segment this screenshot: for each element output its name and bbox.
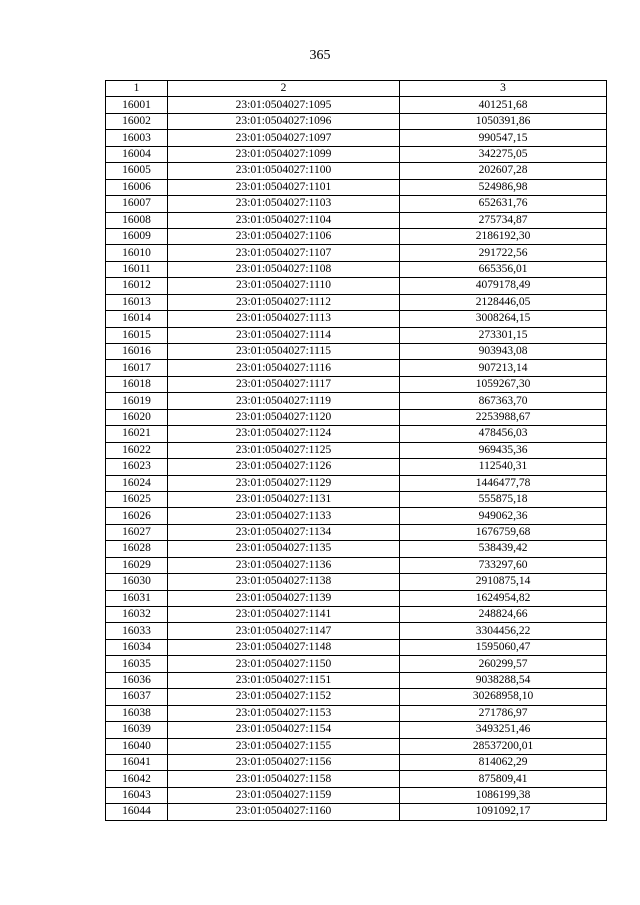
table-row [106, 804, 607, 820]
row-number-cell: 16034 [106, 639, 168, 655]
cadastral-number-cell: 23:01:0504027:1108 [168, 261, 400, 277]
row-number-cell: 16007 [106, 196, 168, 212]
row-number-cell: 16028 [106, 541, 168, 557]
value-cell: 1059267,30 [400, 376, 607, 392]
value-cell: 2910875,14 [400, 574, 607, 590]
cadastral-number-cell: 23:01:0504027:1101 [168, 179, 400, 195]
cadastral-number-cell: 23:01:0504027:1135 [168, 541, 400, 557]
table-row [106, 590, 607, 606]
row-number-cell: 16022 [106, 442, 168, 458]
value-cell: 1091092,17 [400, 804, 607, 820]
table-row [106, 426, 607, 442]
value-cell: 3304456,22 [400, 623, 607, 639]
cadastral-number-cell: 23:01:0504027:1099 [168, 146, 400, 162]
table-row [106, 475, 607, 491]
row-number-cell: 16040 [106, 738, 168, 754]
cadastral-number-cell: 23:01:0504027:1134 [168, 524, 400, 540]
value-cell: 949062,36 [400, 508, 607, 524]
table-row [106, 656, 607, 672]
table-row [106, 344, 607, 360]
cadastral-number-cell: 23:01:0504027:1114 [168, 327, 400, 343]
value-cell: 112540,31 [400, 459, 607, 475]
table-row [106, 787, 607, 803]
table-row [106, 97, 607, 113]
table-row [106, 705, 607, 721]
cadastral-number-cell: 23:01:0504027:1125 [168, 442, 400, 458]
table-row [106, 607, 607, 623]
cadastral-number-cell: 23:01:0504027:1156 [168, 754, 400, 770]
row-number-cell: 16004 [106, 146, 168, 162]
cadastral-number-cell: 23:01:0504027:1113 [168, 311, 400, 327]
table-row [106, 311, 607, 327]
table-header [106, 81, 607, 97]
value-cell: 9038288,54 [400, 672, 607, 688]
header-cell-1: 1 [106, 81, 168, 97]
value-cell: 1086199,38 [400, 787, 607, 803]
cadastral-number-cell: 23:01:0504027:1136 [168, 557, 400, 573]
table-row [106, 524, 607, 540]
cadastral-number-cell: 23:01:0504027:1150 [168, 656, 400, 672]
value-cell: 555875,18 [400, 491, 607, 507]
value-cell: 1050391,86 [400, 113, 607, 129]
cadastral-number-cell: 23:01:0504027:1133 [168, 508, 400, 524]
value-cell: 969435,36 [400, 442, 607, 458]
cadastral-number-cell: 23:01:0504027:1096 [168, 113, 400, 129]
table-row [106, 212, 607, 228]
cadastral-number-cell: 23:01:0504027:1154 [168, 722, 400, 738]
row-number-cell: 16009 [106, 228, 168, 244]
row-number-cell: 16033 [106, 623, 168, 639]
value-cell: 260299,57 [400, 656, 607, 672]
value-cell: 342275,05 [400, 146, 607, 162]
cadastral-number-cell: 23:01:0504027:1106 [168, 228, 400, 244]
value-cell: 990547,15 [400, 130, 607, 146]
data-table [105, 80, 607, 821]
table-body [106, 97, 607, 820]
cadastral-number-cell: 23:01:0504027:1124 [168, 426, 400, 442]
value-cell: 271786,97 [400, 705, 607, 721]
table-row [106, 196, 607, 212]
value-cell: 867363,70 [400, 393, 607, 409]
row-number-cell: 16019 [106, 393, 168, 409]
cadastral-number-cell: 23:01:0504027:1095 [168, 97, 400, 113]
table-row [106, 754, 607, 770]
table-row [106, 113, 607, 129]
table-row [106, 163, 607, 179]
cadastral-number-cell: 23:01:0504027:1147 [168, 623, 400, 639]
table-row [106, 261, 607, 277]
row-number-cell: 16024 [106, 475, 168, 491]
table-row [106, 146, 607, 162]
value-cell: 538439,42 [400, 541, 607, 557]
row-number-cell: 16005 [106, 163, 168, 179]
page-number: 365 [309, 48, 331, 63]
table-row [106, 130, 607, 146]
table-row [106, 245, 607, 261]
cadastral-number-cell: 23:01:0504027:1129 [168, 475, 400, 491]
cadastral-number-cell: 23:01:0504027:1139 [168, 590, 400, 606]
value-cell: 2128446,05 [400, 294, 607, 310]
value-cell: 3493251,46 [400, 722, 607, 738]
row-number-cell: 16027 [106, 524, 168, 540]
cadastral-number-cell: 23:01:0504027:1104 [168, 212, 400, 228]
cadastral-number-cell: 23:01:0504027:1152 [168, 689, 400, 705]
row-number-cell: 16042 [106, 771, 168, 787]
value-cell: 291722,56 [400, 245, 607, 261]
table-row [106, 376, 607, 392]
cadastral-number-cell: 23:01:0504027:1148 [168, 639, 400, 655]
value-cell: 30268958,10 [400, 689, 607, 705]
cadastral-number-cell: 23:01:0504027:1115 [168, 344, 400, 360]
cadastral-number-cell: 23:01:0504027:1107 [168, 245, 400, 261]
table-row [106, 771, 607, 787]
table-row [106, 623, 607, 639]
header-row [106, 81, 607, 97]
value-cell: 401251,68 [400, 97, 607, 113]
cadastral-number-cell: 23:01:0504027:1158 [168, 771, 400, 787]
row-number-cell: 16013 [106, 294, 168, 310]
table-row [106, 179, 607, 195]
row-number-cell: 16025 [106, 491, 168, 507]
table-row [106, 442, 607, 458]
row-number-cell: 16008 [106, 212, 168, 228]
row-number-cell: 16023 [106, 459, 168, 475]
value-cell: 652631,76 [400, 196, 607, 212]
value-cell: 907213,14 [400, 360, 607, 376]
row-number-cell: 16002 [106, 113, 168, 129]
cadastral-number-cell: 23:01:0504027:1153 [168, 705, 400, 721]
header-cell-2: 2 [168, 81, 400, 97]
cadastral-number-cell: 23:01:0504027:1141 [168, 607, 400, 623]
cadastral-number-cell: 23:01:0504027:1159 [168, 787, 400, 803]
table-row [106, 294, 607, 310]
cadastral-number-cell: 23:01:0504027:1119 [168, 393, 400, 409]
table-row [106, 327, 607, 343]
row-number-cell: 16018 [106, 376, 168, 392]
cadastral-number-cell: 23:01:0504027:1160 [168, 804, 400, 820]
value-cell: 4079178,49 [400, 278, 607, 294]
value-cell: 478456,03 [400, 426, 607, 442]
row-number-cell: 16030 [106, 574, 168, 590]
row-number-cell: 16031 [106, 590, 168, 606]
cadastral-number-cell: 23:01:0504027:1126 [168, 459, 400, 475]
row-number-cell: 16017 [106, 360, 168, 376]
table-row [106, 491, 607, 507]
row-number-cell: 16044 [106, 804, 168, 820]
row-number-cell: 16012 [106, 278, 168, 294]
row-number-cell: 16006 [106, 179, 168, 195]
row-number-cell: 16021 [106, 426, 168, 442]
row-number-cell: 16010 [106, 245, 168, 261]
row-number-cell: 16041 [106, 754, 168, 770]
value-cell: 665356,01 [400, 261, 607, 277]
cadastral-number-cell: 23:01:0504027:1151 [168, 672, 400, 688]
cadastral-number-cell: 23:01:0504027:1103 [168, 196, 400, 212]
header-cell-3: 3 [400, 81, 607, 97]
table-row [106, 574, 607, 590]
value-cell: 733297,60 [400, 557, 607, 573]
row-number-cell: 16020 [106, 409, 168, 425]
row-number-cell: 16003 [106, 130, 168, 146]
table-row [106, 278, 607, 294]
table-row [106, 228, 607, 244]
cadastral-number-cell: 23:01:0504027:1097 [168, 130, 400, 146]
row-number-cell: 16036 [106, 672, 168, 688]
row-number-cell: 16011 [106, 261, 168, 277]
table-row [106, 557, 607, 573]
value-cell: 814062,29 [400, 754, 607, 770]
value-cell: 273301,15 [400, 327, 607, 343]
cadastral-number-cell: 23:01:0504027:1100 [168, 163, 400, 179]
value-cell: 875809,41 [400, 771, 607, 787]
table-row [106, 409, 607, 425]
value-cell: 275734,87 [400, 212, 607, 228]
cadastral-number-cell: 23:01:0504027:1138 [168, 574, 400, 590]
row-number-cell: 16037 [106, 689, 168, 705]
table-row [106, 459, 607, 475]
value-cell: 524986,98 [400, 179, 607, 195]
table-row [106, 639, 607, 655]
row-number-cell: 16001 [106, 97, 168, 113]
row-number-cell: 16016 [106, 344, 168, 360]
value-cell: 1595060,47 [400, 639, 607, 655]
value-cell: 2186192,30 [400, 228, 607, 244]
row-number-cell: 16039 [106, 722, 168, 738]
row-number-cell: 16038 [106, 705, 168, 721]
table-row [106, 689, 607, 705]
cadastral-number-cell: 23:01:0504027:1110 [168, 278, 400, 294]
table-row [106, 541, 607, 557]
row-number-cell: 16029 [106, 557, 168, 573]
table-row [106, 722, 607, 738]
cadastral-number-cell: 23:01:0504027:1112 [168, 294, 400, 310]
table-row [106, 360, 607, 376]
value-cell: 903943,08 [400, 344, 607, 360]
cadastral-number-cell: 23:01:0504027:1155 [168, 738, 400, 754]
cadastral-number-cell: 23:01:0504027:1120 [168, 409, 400, 425]
cadastral-number-cell: 23:01:0504027:1116 [168, 360, 400, 376]
table-row [106, 393, 607, 409]
value-cell: 1446477,78 [400, 475, 607, 491]
value-cell: 202607,28 [400, 163, 607, 179]
row-number-cell: 16043 [106, 787, 168, 803]
value-cell: 248824,66 [400, 607, 607, 623]
table-row [106, 672, 607, 688]
cadastral-number-cell: 23:01:0504027:1117 [168, 376, 400, 392]
value-cell: 2253988,67 [400, 409, 607, 425]
row-number-cell: 16032 [106, 607, 168, 623]
table-row [106, 508, 607, 524]
cadastral-number-cell: 23:01:0504027:1131 [168, 491, 400, 507]
row-number-cell: 16014 [106, 311, 168, 327]
value-cell: 3008264,15 [400, 311, 607, 327]
row-number-cell: 16026 [106, 508, 168, 524]
value-cell: 1676759,68 [400, 524, 607, 540]
value-cell: 1624954,82 [400, 590, 607, 606]
row-number-cell: 16015 [106, 327, 168, 343]
row-number-cell: 16035 [106, 656, 168, 672]
value-cell: 28537200,01 [400, 738, 607, 754]
table-row [106, 738, 607, 754]
